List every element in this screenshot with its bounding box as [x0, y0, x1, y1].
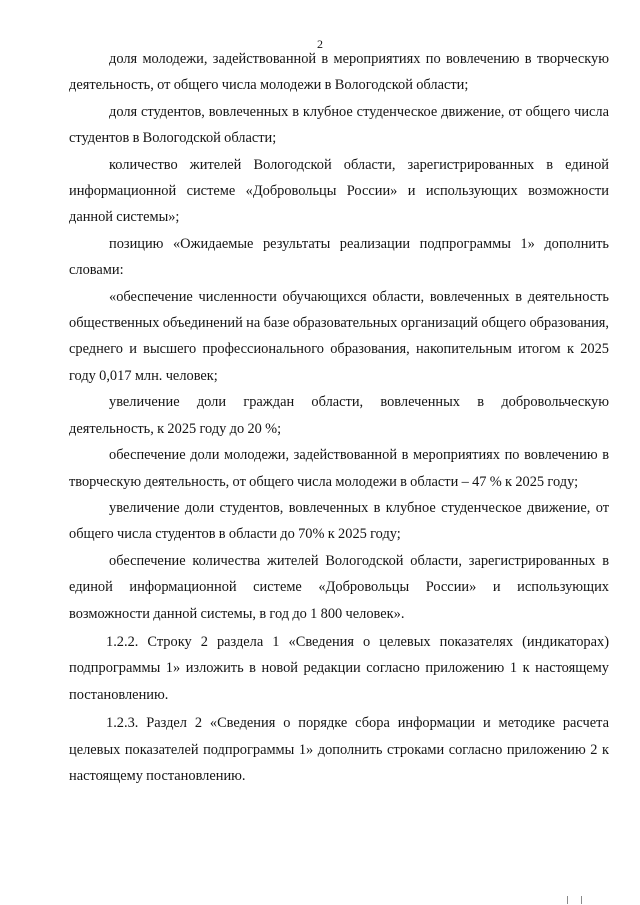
document-body [69, 46, 609, 789]
paragraph-expected-results-intro: позицию «Ожидаемые результаты реализации подпрограммы 1» дополнить словами: [69, 235, 609, 279]
scan-mark-left [567, 896, 568, 904]
scan-mark-right [581, 896, 582, 904]
paragraph-volunteer-share-target: увеличение доли граждан области, вовлеченных в добровольческую деятельность, к 2025 году до 20 %; [69, 394, 609, 437]
paragraph-student-club-share: доля студентов, вовлеченных в клубное студенческое движение, от общего числа студентов в Вологодской области; [69, 103, 609, 147]
page-number: 2 [317, 37, 323, 51]
paragraph-youth-creative-target: обеспечение доли молодежи, задействованной в мероприятиях по вовлечению в творческую деятельность, от общего числа молодежи в области – 47 % к 2025 году; [69, 447, 609, 490]
paragraph-youth-creative-share: доля молодежи, задействованной в мероприятиях по вовлечению в творческую деятельность, от общего числа молодежи в Вологодской области; [69, 51, 609, 94]
paragraph-student-club-target: увеличение доли студентов, вовлеченных в клубное студенческое движение, от общего числа студентов в области до 70% к 2025 году; [69, 499, 609, 543]
paragraph-volunteers-target: обеспечение количества жителей Вологодской области, зарегистрированных в единой информационной системе «Добровольцы России» и использующих возможности данной системы, в год до 1 800 человек». [69, 552, 609, 622]
paragraph-students-in-associations: «обеспечение численности обучающихся области, вовлеченных в деятельность общественных объединений на базе образовательных организаций общего образования, среднего и высшего профессионального образования, накопительным итогом к 2025 году 0,017 млн. человек; [69, 288, 609, 384]
paragraph-item-1-2-2: 1.2.2. Строку 2 раздела 1 «Сведения о целевых показателях (индикаторах) подпрограммы 1» изложить в новой редакции согласно приложению 1 к настоящему постановлению. [69, 633, 609, 703]
paragraph-volunteers-registered: количество жителей Вологодской области, зарегистрированных в единой информационной системе «Добровольцы России» и использующих возможности данной системы»; [69, 156, 609, 226]
paragraph-item-1-2-3: 1.2.3. Раздел 2 «Сведения о порядке сбора информации и методике расчета целевых показателей подпрограммы 1» дополнить строками согласно приложению 2 к настоящему постановлению. [69, 715, 609, 784]
